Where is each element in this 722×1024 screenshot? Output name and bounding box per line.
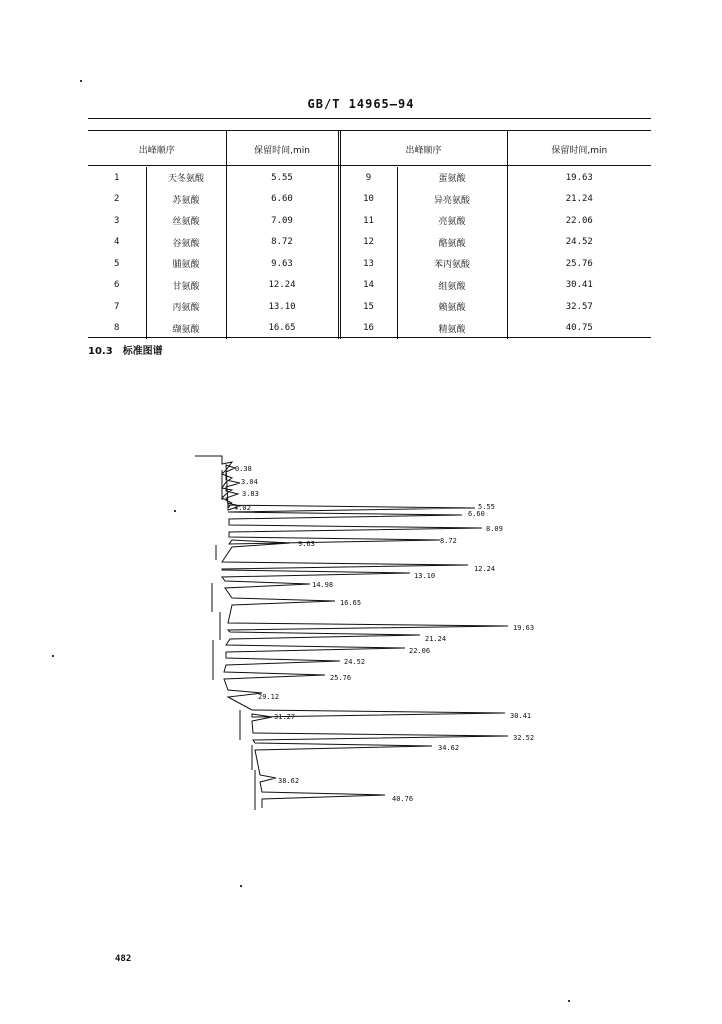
peak-label: 22.06 xyxy=(409,647,431,655)
cell-right-time: 19.63 xyxy=(507,167,651,189)
peak-label: 40.76 xyxy=(392,795,414,803)
cell-left-no: 1 xyxy=(114,172,120,183)
cell-left-time: 12.24 xyxy=(226,275,339,297)
cell-right-time: 40.75 xyxy=(507,318,651,340)
cell-left-name: 脯氨酸 xyxy=(146,253,226,275)
col-header-retention-left: 保留时间,min xyxy=(226,131,339,167)
cell-left-no: 6 xyxy=(114,280,120,291)
cell-left-no: 4 xyxy=(114,237,120,248)
peak-label: 9.63 xyxy=(298,540,315,548)
cell-right-time: 21.24 xyxy=(507,189,651,211)
cell-right-time: 30.41 xyxy=(507,275,651,297)
cell-right-name: 异亮氨酸 xyxy=(397,189,507,211)
cell-left-name: 苏氨酸 xyxy=(146,189,226,211)
cell-left-no: 7 xyxy=(114,301,120,312)
cell-right-no: 9 xyxy=(339,167,397,189)
peak-label: 29.12 xyxy=(258,693,280,701)
cell-right-time: 22.06 xyxy=(507,210,651,232)
cell-left-name: 谷氨酸 xyxy=(146,232,226,254)
cell-left-time: 6.60 xyxy=(226,189,339,211)
cell-left-no: 3 xyxy=(114,215,120,226)
peak-label: 30.41 xyxy=(510,712,532,720)
cell-left-time: 13.10 xyxy=(226,296,339,318)
col-header-order-left: 出峰顺序 xyxy=(138,145,175,156)
cell-right-no: 10 xyxy=(339,189,397,211)
cell-right-time: 24.52 xyxy=(507,232,651,254)
peak-label: 6.60 xyxy=(468,510,485,518)
cell-right-name: 苯丙氨酸 xyxy=(397,253,507,275)
peak-label: 3.83 xyxy=(242,490,259,498)
cell-right-name: 酪氨酸 xyxy=(397,232,507,254)
cell-right-name: 精氨酸 xyxy=(397,318,507,340)
cell-left-name: 天冬氨酸 xyxy=(146,167,226,189)
cell-right-name: 蛋氨酸 xyxy=(397,167,507,189)
scan-speck xyxy=(52,655,54,657)
page-number: 482 xyxy=(115,954,132,964)
peak-label: 14.98 xyxy=(312,581,334,589)
scan-speck xyxy=(240,885,242,887)
cell-left-time: 5.55 xyxy=(226,167,339,189)
peak-label: 19.63 xyxy=(513,624,535,632)
cell-left-name: 丙氨酸 xyxy=(146,296,226,318)
peak-label: 5.55 xyxy=(478,503,495,511)
peak-label: 25.76 xyxy=(330,674,352,682)
col-header-retention-right: 保留时间,min xyxy=(507,131,651,167)
scan-speck xyxy=(174,510,176,512)
cell-left-time: 16.65 xyxy=(226,318,339,340)
cell-right-no: 12 xyxy=(339,232,397,254)
cell-right-no: 11 xyxy=(339,210,397,232)
cell-left-name: 缬氨酸 xyxy=(146,318,226,340)
scan-speck xyxy=(568,1000,570,1002)
peak-label: 12.24 xyxy=(474,565,496,573)
peak-label: 8.09 xyxy=(486,525,503,533)
cell-left-time: 7.09 xyxy=(226,210,339,232)
cell-right-no: 14 xyxy=(339,275,397,297)
cell-right-name: 亮氨酸 xyxy=(397,210,507,232)
cell-right-no: 13 xyxy=(339,253,397,275)
section-number: 10.3 xyxy=(88,346,113,357)
peak-label: 34.62 xyxy=(438,744,460,752)
peak-label: 16.65 xyxy=(340,599,362,607)
cell-left-no: 8 xyxy=(114,323,120,334)
peak-label: 21.24 xyxy=(425,635,447,643)
cell-left-name: 丝氨酸 xyxy=(146,210,226,232)
cell-right-time: 32.57 xyxy=(507,296,651,318)
peak-label: 8.72 xyxy=(440,537,457,545)
peak-label: 4.02 xyxy=(234,504,251,512)
cell-right-name: 赖氨酸 xyxy=(397,296,507,318)
section-heading: 标准图谱 xyxy=(122,346,163,357)
peak-label: 32.52 xyxy=(513,734,535,742)
cell-left-time: 9.63 xyxy=(226,253,339,275)
cell-right-name: 组氨酸 xyxy=(397,275,507,297)
cell-left-time: 8.72 xyxy=(226,232,339,254)
peak-label: 0.38 xyxy=(235,465,252,473)
col-header-order-right: 出峰顺序 xyxy=(339,131,507,167)
cell-left-no: 2 xyxy=(114,194,120,205)
page-header: GB/T 14965—94 xyxy=(307,97,415,111)
cell-right-no: 16 xyxy=(339,318,397,340)
peak-label: 38.62 xyxy=(278,777,300,785)
scan-speck xyxy=(80,80,82,82)
cell-left-name: 甘氨酸 xyxy=(146,275,226,297)
peak-label: 31.27 xyxy=(274,713,296,721)
peak-label: 13.10 xyxy=(414,572,436,580)
peak-label: 3.04 xyxy=(241,478,258,486)
cell-left-no: 5 xyxy=(114,258,120,269)
cell-right-time: 25.76 xyxy=(507,253,651,275)
peak-label: 24.52 xyxy=(344,658,366,666)
cell-right-no: 15 xyxy=(339,296,397,318)
